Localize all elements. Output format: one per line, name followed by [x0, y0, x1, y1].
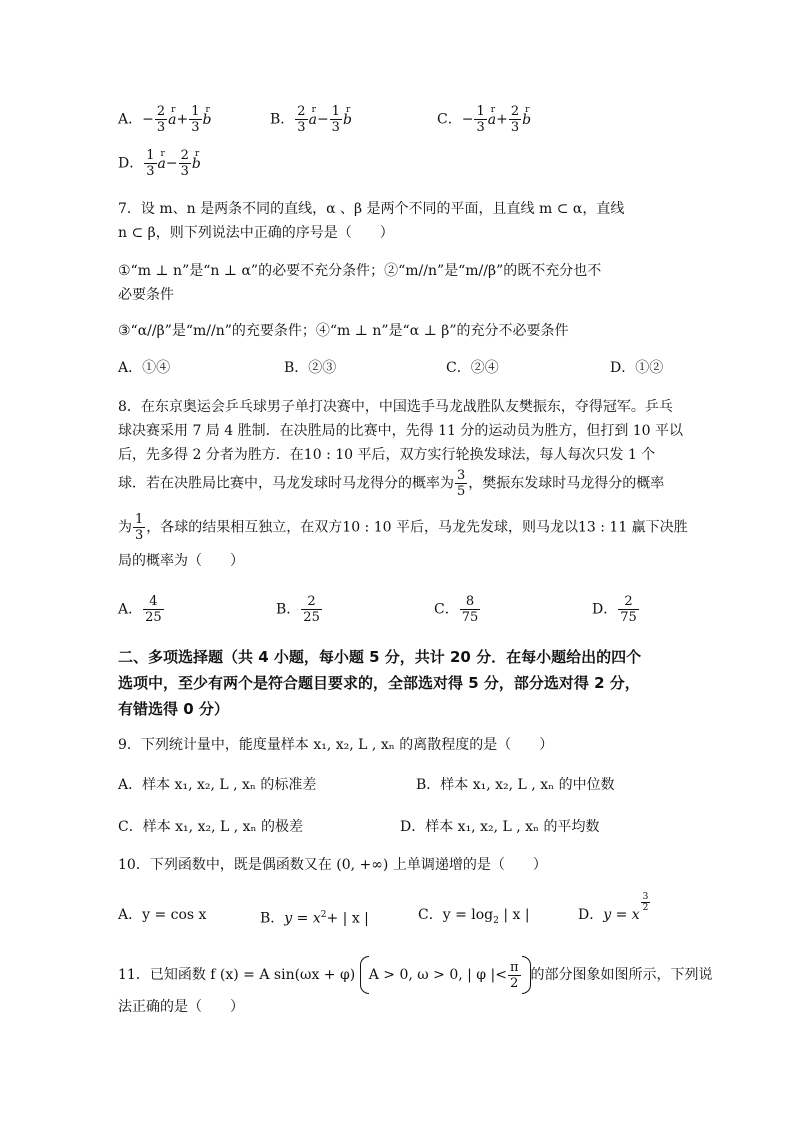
q8-option-a: A． $\frac{4}{25}$	[118, 594, 162, 625]
q11-stem-line2: 法正确的是（ ）	[118, 999, 244, 1015]
q6-option-b: B． $\frac{2}{3}$ r a− $\frac{1}{3}$ r b	[270, 104, 352, 135]
right-paren	[522, 956, 531, 994]
q9-option-a: A．样本 x₁, x₂, L , xₙ 的标准差	[118, 777, 317, 793]
section2-heading-line1: 二、多项选择题（共 4 小题，每小题 5 分，共计 20 分．在每小题给出的四个	[118, 648, 642, 666]
q9-option-c: C．样本 x₁, x₂, L , xₙ 的极差	[118, 819, 304, 835]
q9-option-b: B．样本 x₁, x₂, L , xₙ 的中位数	[416, 777, 615, 793]
q6-option-c: C．− $\frac{1}{3}$ r a+ $\frac{2}{3}$ r b	[437, 104, 531, 135]
q7-statement-line2: 必要条件	[118, 287, 174, 303]
q8-stem-line2: 球决赛采用 7 局 4 胜制．在决胜局的比赛中，先得 11 分的运动员为胜方，但打到 10 平以	[118, 423, 684, 439]
q10-option-b: B．$y = x^2+$ | x |	[260, 910, 369, 927]
q8-option-b: B． $\frac{2}{25}$	[276, 594, 320, 625]
section2-heading-line3: 有错选得 0 分）	[118, 700, 229, 718]
q7-statement-line3: ③“α//β”是“m//n”的充要条件；④“m ⊥ n”是“α ⊥ β”的充分不必要条件	[118, 323, 569, 339]
q9-option-d: D．样本 x₁, x₂, L , xₙ 的平均数	[400, 819, 600, 835]
q7-stem-line1: 7．设 m、n 是两条不同的直线，α 、β 是两个不同的平面，且直线 m ⊂ α，直线	[118, 201, 625, 217]
q8-option-c: C． $\frac{8}{75}$	[434, 594, 479, 625]
q8-stem-line4: 球．若在决胜局比赛中，马龙发球时马龙得分的概率为 $\frac{3}{5}$ ，樊振东发球时马龙得分的概率	[118, 468, 665, 499]
q8-option-d: D． $\frac{2}{75}$	[592, 594, 637, 625]
left-paren	[360, 956, 369, 994]
q7-stem-line2: n ⊂ β，则下列说法中正确的序号是（ ）	[118, 225, 394, 241]
q11-stem-line1: 11．已知函数 f (x) = A sin(ωx + φ) A > 0, ω > 0, | φ |< $\frac{\pi}{2}$ 的部分图象如图所示，下列说	[118, 956, 713, 994]
q7-option-b: B．②③	[284, 360, 337, 376]
q8-stem-line6: 局的概率为（ ）	[118, 553, 244, 569]
q10-option-d: D．y = x $\frac{3}{2}$	[578, 892, 649, 923]
q7-option-a: A．①④	[118, 360, 171, 376]
q6-option-a: A．− $\frac{2}{3}$ r a+ $\frac{1}{3}$ r b	[118, 104, 211, 135]
q7-option-c: C．②④	[446, 360, 499, 376]
q10-option-c: C．$y = \log_2$ | x |	[418, 907, 530, 926]
q7-option-d: D．①②	[610, 360, 664, 376]
q10-stem: 10．下列函数中，既是偶函数又在 (0, +∞) 上单调递增的是（ ）	[118, 857, 547, 873]
q10-option-a: A．y = cos x	[118, 907, 207, 923]
q6-option-d: D． $\frac{1}{3}$ r a− $\frac{2}{3}$ r b	[118, 148, 201, 179]
q7-statement-line1: ①“m ⊥ n”是“n ⊥ α”的必要不充分条件；②“m//n”是“m//β”的既不充分也不	[118, 263, 602, 279]
q8-stem-line5: 为 $\frac{1}{3}$ ，各球的结果相互独立，在双方10 : 10 平后，马龙先发球，则马龙以13 : 11 赢下决胜	[118, 512, 688, 543]
section2-heading-line2: 选项中，至少有两个是符合题目要求的，全部选对得 5 分，部分选对得 2 分，	[118, 674, 640, 692]
q9-stem: 9．下列统计量中，能度量样本 x₁, x₂, L , xₙ 的离散程度的是（ ）	[118, 737, 554, 753]
q8-stem-line3: 后，先多得 2 分者为胜方．在10 : 10 平后，双方实行轮换发球法，每人每次只发 1 个	[118, 447, 656, 463]
q8-stem-line1: 8．在东京奥运会乒乓球男子单打决赛中，中国选手马龙战胜队友樊振东，夺得冠军。乒乓	[118, 399, 673, 415]
